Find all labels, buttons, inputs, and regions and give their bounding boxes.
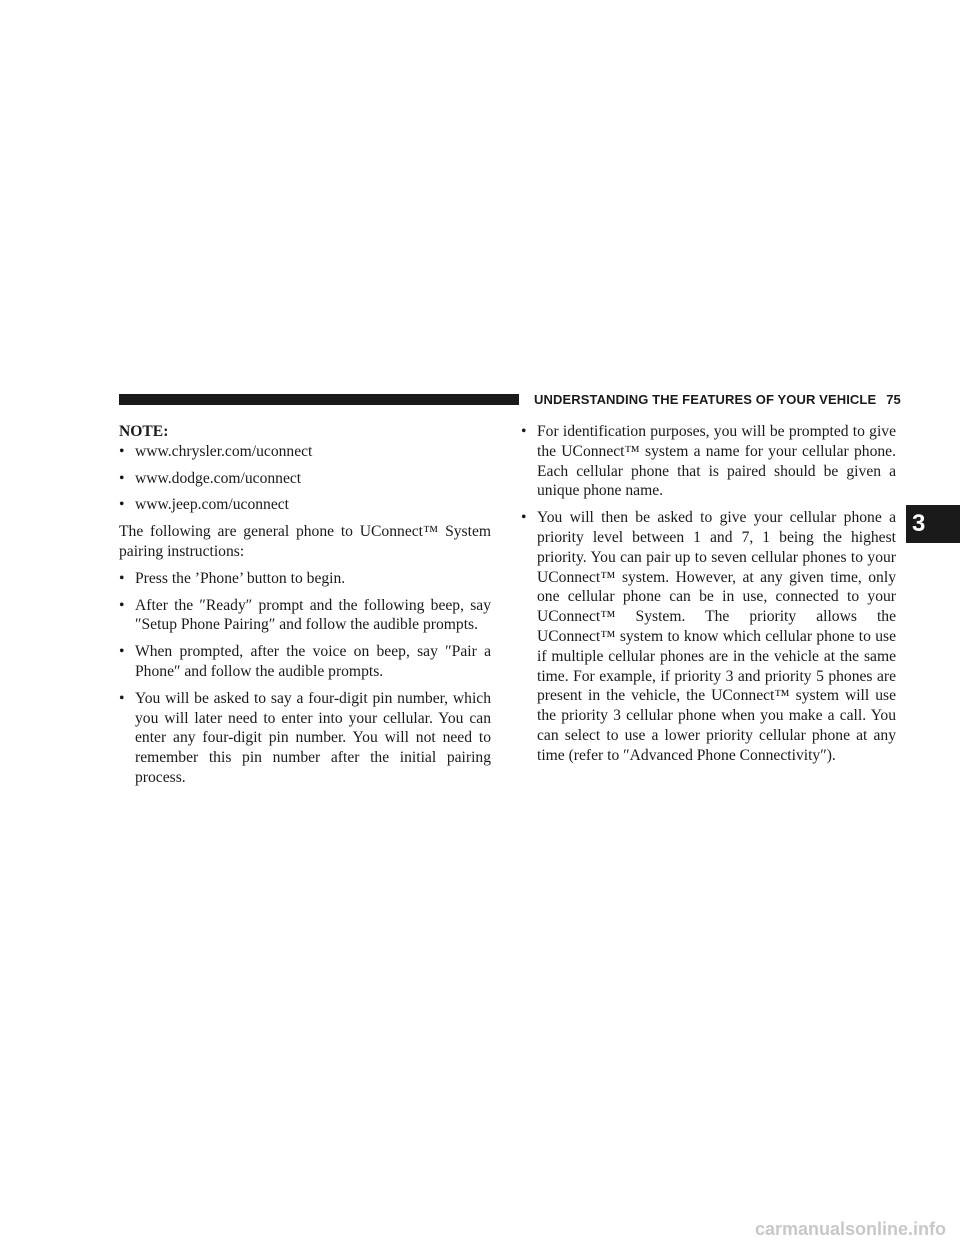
step-text: For identification purposes, you will be prompted to give the UConnect™ system a name for your cellular phone. Each cellular phone that is paired should be given a unique phone name. xyxy=(537,423,896,500)
pairing-steps xyxy=(119,569,491,788)
bullet-icon: • xyxy=(521,423,527,440)
link-text: www.dodge.com/uconnect xyxy=(135,469,302,487)
section-title: UNDERSTANDING THE FEATURES OF YOUR VEHICLE xyxy=(534,392,877,407)
bullet-icon: • xyxy=(119,496,125,514)
note-title: NOTE: xyxy=(119,423,169,440)
bullet-icon: • xyxy=(119,643,125,661)
step-text: You will be asked to say a four-digit pin number, which you will later need to enter into your cellular. You can enter any four-digit pin number. You will not need to remember this pin number after the initial pairing process. xyxy=(135,689,491,786)
list-item xyxy=(521,422,896,501)
link-text: www.jeep.com/uconnect xyxy=(135,496,290,514)
left-column xyxy=(119,422,491,795)
bullet-icon: • xyxy=(119,469,125,487)
chapter-tab: 3 xyxy=(906,505,960,543)
list-item xyxy=(119,569,491,589)
bullet-icon: • xyxy=(119,689,125,707)
pairing-steps-continued xyxy=(521,422,896,766)
step-text: Press the ’Phone’ button to begin. xyxy=(135,569,346,587)
bullet-icon: • xyxy=(119,596,125,614)
list-item xyxy=(119,495,491,515)
header-rule xyxy=(119,394,519,405)
step-text: You will then be asked to give your cellular phone a priority level between 1 and 7, 1 being the highest priority. You can pair up to seven cellular phones to your UConnect™ system. However, at any given time, only one cellular phone can be in use, connected to your UConnect™ System. The priority allows the UConnect™ system to know which cellular phone to use if multiple cellular phones are in the vehicle at the same time. For example, if priority 3 and priority 5 phones are present in the vehicle, the UConnect™ system will use the priority 3 cellular phone when you make a call. You can select to use a lower priority cellular phone at any time (refer to ″Advanced Phone Connectivity″). xyxy=(537,509,896,764)
link-text: www.chrysler.com/uconnect xyxy=(135,442,313,460)
page-number: 75 xyxy=(886,392,901,407)
list-item xyxy=(521,508,896,765)
bullet-icon: • xyxy=(521,509,527,527)
watermark: carmanualsonline.info xyxy=(754,1219,946,1239)
list-item xyxy=(119,596,491,636)
bullet-icon: • xyxy=(119,442,125,460)
right-column xyxy=(521,422,896,773)
step-text: When prompted, after the voice on beep, say ″Pair a Phone″ and follow the audible prompts. xyxy=(135,643,491,680)
step-text: After the ″Ready″ prompt and the following beep, say ″Setup Phone Pairing″ and follow the audible prompts. xyxy=(135,596,491,634)
link-list xyxy=(119,442,491,515)
list-item xyxy=(119,469,491,489)
intro-paragraph: The following are general phone to UConnect™ System pairing instructions: xyxy=(119,523,491,560)
running-header xyxy=(534,391,901,408)
list-item xyxy=(119,689,491,788)
bullet-icon: • xyxy=(119,569,125,587)
list-item xyxy=(119,642,491,682)
list-item xyxy=(119,442,491,462)
